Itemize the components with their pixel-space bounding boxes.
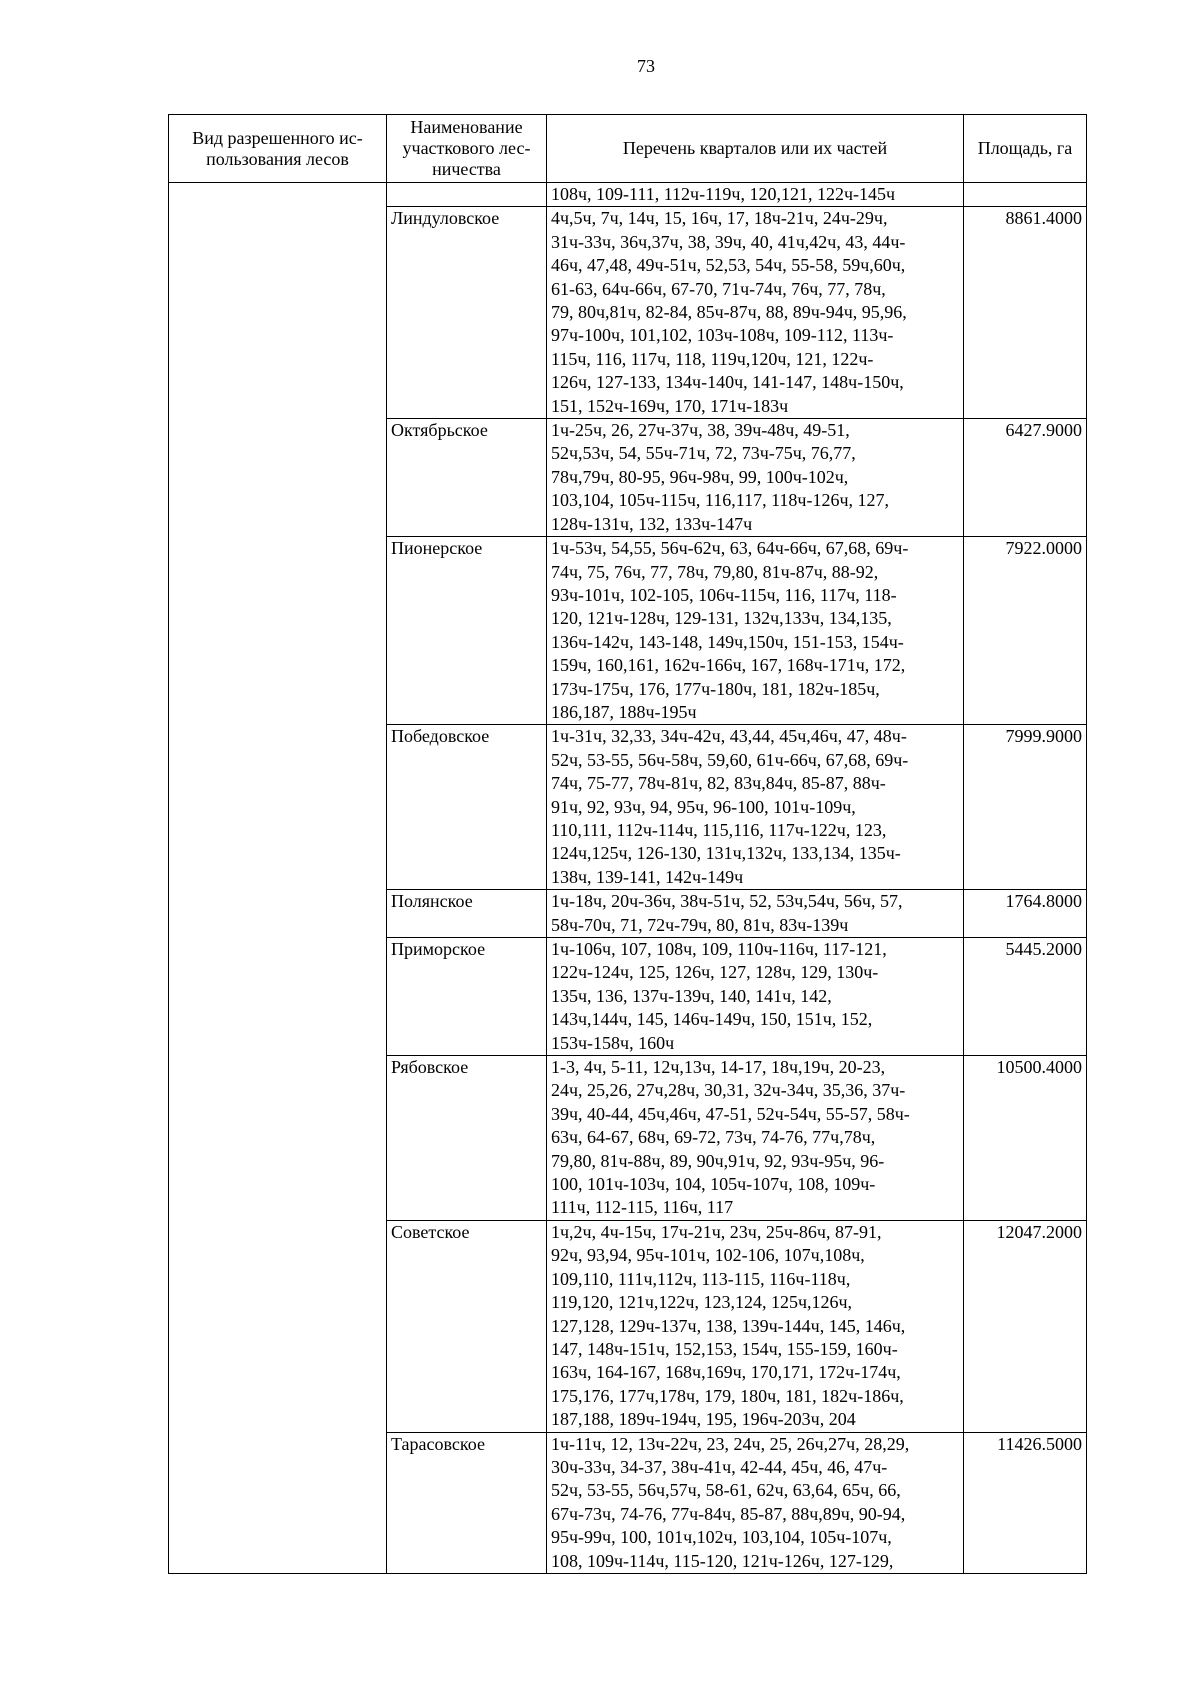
header-usage: Вид разрешенного ис- пользования лесов — [169, 115, 387, 183]
header-quarters: Перечень кварталов или их частей — [547, 115, 964, 183]
forest-quarters-table — [168, 114, 1087, 1574]
area-cell: 5445.2000 — [964, 938, 1087, 1056]
forestry-name-cell: Рябовское — [387, 1056, 547, 1221]
page-number: 73 — [637, 56, 655, 76]
area-cell: 7999.9000 — [964, 725, 1087, 890]
table-body — [169, 183, 1087, 1574]
forestry-name-cell: Победовское — [387, 725, 547, 890]
forestry-name-cell: Советское — [387, 1220, 547, 1432]
quarters-list-cell: 1ч-18ч, 20ч-36ч, 38ч-51ч, 52, 53ч,54ч, 56ч, 57, 58ч-70ч, 71, 72ч-79ч, 80, 81ч, 83ч-139ч — [547, 890, 964, 938]
quarters-list-cell: 1ч-53ч, 54,55, 56ч-62ч, 63, 64ч-66ч, 67,68, 69ч- 74ч, 75, 76ч, 77, 78ч, 79,80, 81ч-87ч, 88-92, 93ч-101ч, 102-105, 106ч-115ч, 116, 117ч, 118- 120, 121ч-128ч, 129-131, 132ч,133ч, 134,135, 136ч-142ч, 143-148, 149ч,150ч, 151-153, 154ч- 159ч, 160,161, 162ч-166ч, 167, 168ч-171ч, 172, 173ч-175ч, 176, 177ч-180ч, 181, 182ч-185ч, 186,187, 188ч-195ч — [547, 537, 964, 725]
quarters-list-cell: 1ч-31ч, 32,33, 34ч-42ч, 43,44, 45ч,46ч, 47, 48ч- 52ч, 53-55, 56ч-58ч, 59,60, 61ч-66ч, 67,68, 69ч- 74ч, 75-77, 78ч-81ч, 82, 83ч,84ч, 85-87, 88ч- 91ч, 92, 93ч, 94, 95ч, 96-100, 101ч-109ч, 110,111, 112ч-114ч, 115,116, 117ч-122ч, 123, 124ч,125ч, 126-130, 131ч,132ч, 133,134, 135ч- 138ч, 139-141, 142ч-149ч — [547, 725, 964, 890]
quarters-list-cell: 1ч,2ч, 4ч-15ч, 17ч-21ч, 23ч, 25ч-86ч, 87-91, 92ч, 93,94, 95ч-101ч, 102-106, 107ч,108ч, 109,110, 111ч,112ч, 113-115, 116ч-118ч, 119,120, 121ч,122ч, 123,124, 125ч,126ч, 127,128, 129ч-137ч, 138, 139ч-144ч, 145, 146ч, 147, 148ч-151ч, 152,153, 154ч, 155-159, 160ч- 163ч, 164-167, 168ч,169ч, 170,171, 172ч-174ч, 175,176, 177ч,178ч, 179, 180ч, 181, 182ч-186ч, 187,188, 189ч-194ч, 195, 196ч-203ч, 204 — [547, 1220, 964, 1432]
header-area: Площадь, га — [964, 115, 1087, 183]
forestry-name-cell: Пионерское — [387, 537, 547, 725]
quarters-list-cell: 1ч-11ч, 12, 13ч-22ч, 23, 24ч, 25, 26ч,27ч, 28,29, 30ч-33ч, 34-37, 38ч-41ч, 42-44, 45ч, 46, 47ч- 52ч, 53-55, 56ч,57ч, 58-61, 62ч, 63,64, 65ч, 66, 67ч-73ч, 74-76, 77ч-84ч, 85-87, 88ч,89ч, 90-94, 95ч-99ч, 100, 101ч,102ч, 103,104, 105ч-107ч, 108, 109ч-114ч, 115-120, 121ч-126ч, 127-129, — [547, 1432, 964, 1573]
area-cell: 11426.5000 — [964, 1432, 1087, 1573]
table-row — [169, 183, 1087, 207]
quarters-list-cell: 1-3, 4ч, 5-11, 12ч,13ч, 14-17, 18ч,19ч, 20-23, 24ч, 25,26, 27ч,28ч, 30,31, 32ч-34ч, 35,36, 37ч- 39ч, 40-44, 45ч,46ч, 47-51, 52ч-54ч, 55-57, 58ч- 63ч, 64-67, 68ч, 69-72, 73ч, 74-76, 77ч,78ч, 79,80, 81ч-88ч, 89, 90ч,91ч, 92, 93ч-95ч, 96- 100, 101ч-103ч, 104, 105ч-107ч, 108, 109ч- 111ч, 112-115, 116ч, 117 — [547, 1056, 964, 1221]
quarters-list-cell: 1ч-25ч, 26, 27ч-37ч, 38, 39ч-48ч, 49-51, 52ч,53ч, 54, 55ч-71ч, 72, 73ч-75ч, 76,77, 78ч,79ч, 80-95, 96ч-98ч, 99, 100ч-102ч, 103,104, 105ч-115ч, 116,117, 118ч-126ч, 127, 128ч-131ч, 132, 133ч-147ч — [547, 419, 964, 537]
area-cell: 10500.4000 — [964, 1056, 1087, 1221]
area-cell: 1764.8000 — [964, 890, 1087, 938]
quarters-list-cell: 4ч,5ч, 7ч, 14ч, 15, 16ч, 17, 18ч-21ч, 24ч-29ч, 31ч-33ч, 36ч,37ч, 38, 39ч, 40, 41ч,42ч, 43, 44ч- 46ч, 47,48, 49ч-51ч, 52,53, 54ч, 55-58, 59ч,60ч, 61-63, 64ч-66ч, 67-70, 71ч-74ч, 76ч, 77, 78ч, 79, 80ч,81ч, 82-84, 85ч-87ч, 88, 89ч-94ч, 95,96, 97ч-100ч, 101,102, 103ч-108ч, 109-112, 113ч- 115ч, 116, 117ч, 118, 119ч,120ч, 121, 122ч- 126ч, 127-133, 134ч-140ч, 141-147, 148ч-150ч, 151, 152ч-169ч, 170, 171ч-183ч — [547, 207, 964, 419]
forestry-name-cell: Приморское — [387, 938, 547, 1056]
forestry-name-cell: Линдуловское — [387, 207, 547, 419]
header-forestry: Наименование участкового лес- ничества — [387, 115, 547, 183]
area-cell: 12047.2000 — [964, 1220, 1087, 1432]
area-cell: 7922.0000 — [964, 537, 1087, 725]
forestry-name-cell — [387, 183, 547, 207]
area-cell — [964, 183, 1087, 207]
quarters-list-cell: 108ч, 109-111, 112ч-119ч, 120,121, 122ч-145ч — [547, 183, 964, 207]
usage-cell — [169, 183, 387, 1574]
forestry-name-cell: Октябрьское — [387, 419, 547, 537]
table-header-row — [169, 115, 1087, 183]
area-cell: 8861.4000 — [964, 207, 1087, 419]
forestry-name-cell: Тарасовское — [387, 1432, 547, 1573]
forestry-name-cell: Полянское — [387, 890, 547, 938]
area-cell: 6427.9000 — [964, 419, 1087, 537]
quarters-list-cell: 1ч-106ч, 107, 108ч, 109, 110ч-116ч, 117-121, 122ч-124ч, 125, 126ч, 127, 128ч, 129, 130ч- 135ч, 136, 137ч-139ч, 140, 141ч, 142, 143ч,144ч, 145, 146ч-149ч, 150, 151ч, 152, 153ч-158ч, 160ч — [547, 938, 964, 1056]
